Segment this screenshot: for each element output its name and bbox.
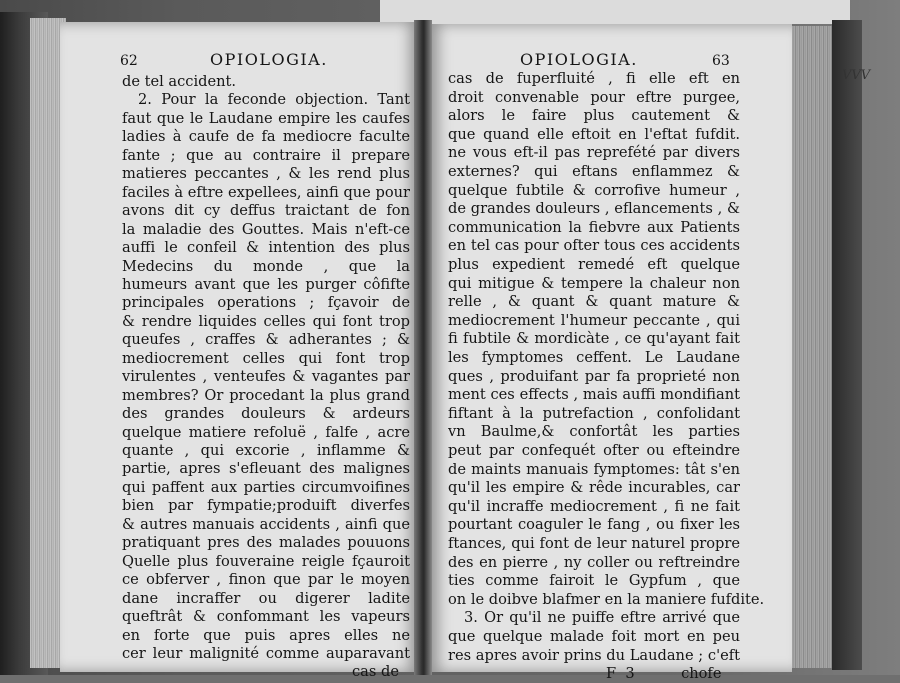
right-page-text-line: plus expedient remedé eft quelque — [448, 256, 740, 273]
left-page-text-line: principales operations ; fçavoir de — [122, 294, 410, 312]
left-page-text-line: bien par fympatie;produift diverfes — [122, 497, 410, 515]
right-page-text-line: mediocrement l'humeur peccante , qui — [448, 311, 740, 329]
left-page-text-line: la maladie des Gouttes. Mais n'eft-ce — [122, 220, 410, 238]
left-page-text-line: en forte que puis apres elles ne — [122, 626, 410, 644]
left-page-text-line: ce obferver , finon que par le moyen — [122, 571, 410, 589]
right-page-text-line: cas de fuperfluité , fi elle eft en — [448, 70, 740, 87]
left-page-text-line: fante ; que au contraire il prepare — [122, 146, 410, 164]
right-page-text-line: ftances, qui font de leur naturel propre — [448, 535, 740, 552]
right-page-text-line: 3. Or qu'il ne puiffe eftre arrivé que — [464, 609, 740, 627]
right-page-text-line: droit convenable pour eftre purgee, — [448, 88, 740, 106]
right-page-text-line: F 3 chofe — [606, 665, 722, 683]
left-page-text-line: quelque matiere refoluë , falfe , acre — [122, 423, 410, 441]
right-page-text-line: qui mitigue & tempere la chaleur non — [448, 274, 740, 292]
left-page-text-line: mediocrement celles qui font trop — [122, 349, 410, 367]
left-page-text-line: ladies à caufe de fa mediocre faculte — [122, 128, 410, 146]
right-page-text-line: qu'il incraffe mediocrement , fi ne fait — [448, 497, 740, 515]
left-page-text-line: faciles à eftre expellees, ainfi que pour — [122, 183, 410, 201]
right-cover-board — [832, 20, 862, 670]
left-page-text-line: queftrât & confommant les vapeurs — [122, 608, 410, 626]
right-page-text-line: on le doibve blafmer en la maniere fufdite. — [448, 590, 765, 608]
right-page — [428, 24, 792, 683]
right-page-text-line: ne vous eft-il pas reprefété par divers — [448, 144, 740, 162]
right-page-text-line: quelque fubtile & corrofive humeur , — [448, 181, 740, 199]
right-page-text-line: de grandes douleurs , eflancements , & — [448, 200, 740, 218]
right-running-head: OPIOLOGIA. — [520, 50, 638, 69]
left-page-text-line: avons dit cy deffus traictant de fon — [122, 202, 410, 220]
left-running-head: OPIOLOGIA. — [210, 50, 328, 69]
right-page-text-line: qu'il les empire & rêde incurables, car — [448, 479, 740, 497]
left-page-text-line: humeurs avant que les purger côfifte — [122, 275, 410, 293]
right-page-text-line: pourtant coaguler le fang , ou fixer les — [448, 516, 740, 534]
right-page-text-line: de maints manuais fymptomes: tât s'en — [448, 460, 740, 478]
right-page-text-line: peut par confequét ofter ou efteindre — [448, 442, 740, 459]
left-page-text-line: 2. Pour la feconde objection. Tant — [138, 91, 410, 109]
right-page-text-line: que quelque malade foit mort en peu — [448, 628, 740, 645]
left-page-text-line: & autres manuais accidents , ainfi que — [122, 515, 410, 533]
right-page-text-line: fi fubtile & mordicàte , ce qu'ayant fait — [448, 330, 740, 348]
right-page-text-line: relle , & quant & quant mature & — [448, 293, 740, 311]
right-page-number: 63 — [712, 53, 730, 69]
right-page-text-line: en tel cas pour ofter tous ces accidents — [448, 237, 740, 255]
left-page-text-line: & rendre liquides celles qui font trop — [122, 312, 410, 330]
left-page-text-line: membres? Or procedant la plus grand — [122, 386, 410, 404]
left-page-text-line: qui paffent aux parties circumvoifines — [122, 478, 410, 496]
left-page-text-line: Medecins du monde , que la — [122, 257, 410, 275]
left-page-text-line: partie, apres s'efleuant des malignes — [122, 460, 410, 478]
left-page-number: 62 — [120, 53, 138, 69]
right-page-text-line: alors le faire plus cautement & — [448, 107, 740, 125]
margin-note: VVV — [842, 68, 871, 83]
right-page-text-line: ties comme fairoit le Gypfum , que — [448, 572, 740, 590]
right-page-text-line: que quand elle eftoit en l'eftat fufdit. — [448, 125, 740, 143]
left-page-text-line: faut que le Laudane empire les caufes — [122, 109, 410, 127]
book-gutter — [414, 20, 432, 675]
right-page-text-line: res apres avoir prins du Laudane ; c'eft — [448, 646, 740, 664]
right-page-text-line: externes? qui eftans enflammez & — [448, 163, 740, 180]
left-page-text-line: pratiquant pres des malades pouuons — [122, 534, 410, 552]
left-page-text-line: queufes , craffes & adherantes ; & — [122, 331, 410, 349]
left-page-text-line: virulentes , venteufes & vagantes par — [122, 368, 410, 386]
left-page-text-line: quante , qui excorie , inflamme & — [122, 442, 410, 459]
left-page-text-line: de tel accident. — [122, 73, 237, 90]
right-page-text-line: fiftant à la putrefaction , confolidant — [448, 404, 740, 422]
left-page-text-line: matieres peccantes , & les rend plus — [122, 165, 410, 183]
left-page-text-line: auffi le confeil & intention des plus — [122, 239, 410, 257]
left-page-text-line: dane incraffer ou digerer ladite — [122, 589, 410, 607]
left-page-text-line: des grandes douleurs & ardeurs — [122, 405, 410, 423]
right-page-text-line: vn Baulme,& confortât les parties — [448, 423, 740, 441]
right-page-edges — [786, 26, 836, 668]
right-page-text-line: ques , produifant par fa proprieté non — [448, 367, 740, 385]
left-page-text-line: cas de — [352, 663, 399, 681]
right-page-text-line: les fymptomes ceffent. Le Laudane — [448, 349, 740, 366]
right-page-text-line: ment ces effects , mais auffi mondifiant — [448, 386, 740, 404]
left-page-text-line: cer leur malignité comme auparavant — [122, 644, 410, 662]
top-backing-paper — [380, 0, 850, 24]
right-page-text-line: communication la fiebvre aux Patients — [448, 218, 740, 236]
left-page-text-line: Quelle plus fouveraine reigle fçauroit — [122, 552, 410, 570]
right-page-text-line: des en pierre , ny coller ou reftreindre — [448, 553, 740, 571]
left-page — [60, 22, 418, 681]
